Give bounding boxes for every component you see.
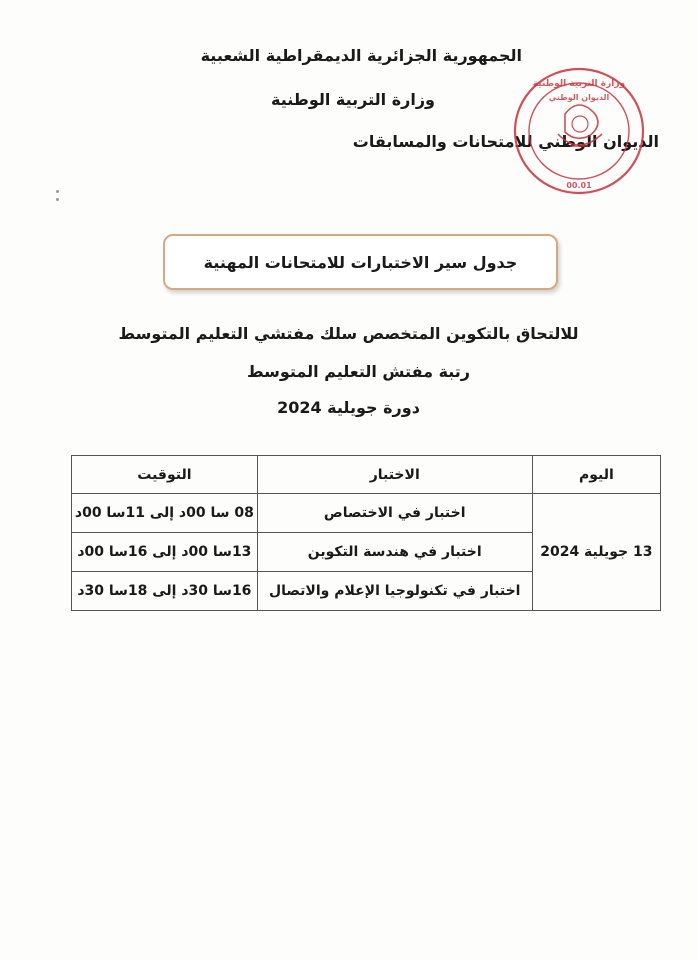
title-box [163, 234, 558, 290]
exam-schedule-table [71, 455, 661, 611]
header-office: الديوان الوطني للامتحانات والمسابقات [352, 132, 659, 151]
scan-speck [56, 190, 59, 193]
header-exam: الاختبار [257, 456, 532, 494]
stamp-number: 00.01 [566, 181, 592, 190]
subtitle-line-2: رتبة مفتش التعليم المتوسط [246, 362, 471, 381]
stamp-text-top: وزارة التربية الوطنية [532, 79, 626, 89]
scan-speck [56, 198, 59, 201]
time-cell: 13سا 00د إلى 16سا 00د [72, 533, 258, 572]
table-row [72, 494, 661, 533]
header-ministry: وزارة التربية الوطنية [270, 90, 435, 109]
exam-cell: اختبار في هندسة التكوين [257, 533, 532, 572]
exam-cell: اختبار في تكنولوجيا الإعلام والاتصال [257, 572, 532, 611]
time-cell: 08 سا 00د إلى 11سا 00د [72, 494, 258, 533]
day-cell: 13 جويلية 2024 [532, 494, 660, 611]
exam-cell: اختبار في الاختصاص [257, 494, 532, 533]
header-republic: الجمهورية الجزائرية الديمقراطية الشعبية [200, 46, 522, 65]
table-header-row [72, 456, 661, 494]
stamp-text-inner: الديوان الوطني [548, 93, 610, 102]
official-stamp [510, 64, 648, 198]
time-cell: 16سا 30د إلى 18سا 30د [72, 572, 258, 611]
header-time: التوقيت [72, 456, 258, 494]
header-day: اليوم [532, 456, 660, 494]
subtitle-line-1: للالتحاق بالتكوين المتخصص سلك مفتشي التعليم المتوسط [118, 324, 579, 343]
subtitle-session: دورة جويلية 2024 [277, 398, 420, 417]
document-title: جدول سير الاختبارات للامتحانات المهنية [203, 252, 518, 272]
